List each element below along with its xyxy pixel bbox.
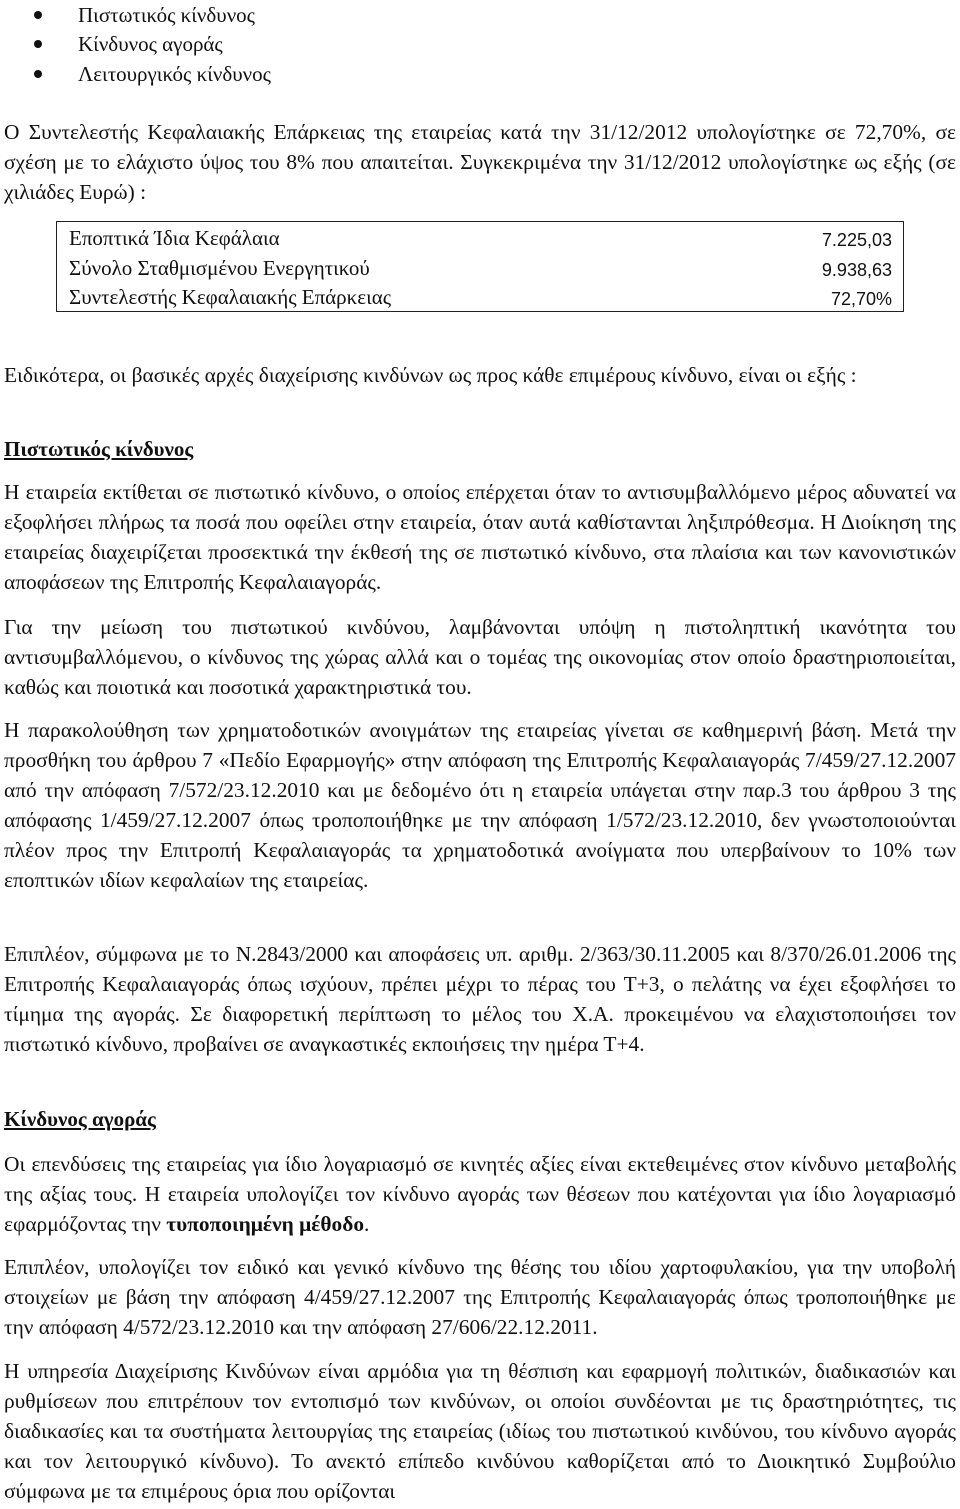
row-label: Συντελεστής Κεφαλαιακής Επάρκειας: [69, 285, 392, 309]
table-row: [57, 283, 902, 312]
bullet-icon: [34, 40, 42, 48]
credit-risk-paragraph: Επιπλέον, σύμφωνα με το Ν.2843/2000 και αποφάσεις υπ. αριθμ. 2/363/30.11.2005 και 8/370/26.01.2006 της Επιτροπής Κεφαλαιαγοράς όπως ισχύουν, πρέπει μέχρι το πέρας του Τ+3, ο πελάτης να έχει εξοφλήσει το τίμημα της αγοράς. Σε διαφορετική περίπτωση το μέλος του Χ.Α. προκειμένου να ελαχιστοποιήσει τον πιστωτικό κίνδυνο, προβαίνει σε αναγκαστικές εκποιήσεις την ημέρα Τ+4.: [4, 942, 956, 1056]
capital-adequacy-table: [56, 221, 904, 312]
row-value: 72,70%: [830, 289, 892, 309]
row-label: Σύνολο Σταθμισμένου Ενεργητικού: [69, 256, 370, 280]
table-row: [57, 254, 902, 283]
market-risk-paragraph: Οι επενδύσεις της εταιρείας για ίδιο λογαριασμό σε κινητές αξίες είναι εκτεθειμένες στον κίνδυνο μεταβολής της αξίας τους. Η εταιρεία υπολογίζει τον κίνδυνο αγοράς των θέσεων που κατέχονται για ίδιο λογαριασμό εφαρμόζοντας την τυποποιημένη μέθοδο.: [4, 1152, 956, 1236]
credit-risk-paragraph: Η εταιρεία εκτίθεται σε πιστωτικό κίνδυνο, ο οποίος επέρχεται όταν το αντισυμβαλλόμενο μέρος αδυνατεί να εξοφλήσει πλήρως τα ποσά που οφείλει στην εταιρεία, όταν αυτά καθίστανται ληξιπρόθεσμα. Η Διοίκηση της εταιρείας διαχειρίζεται προσεκτικά την έκθεσή της σε πιστωτικό κίνδυνο, στα πλαίσια και των κανονιστικών αποφάσεων της Επιτροπής Κεφαλαιαγοράς.: [4, 480, 956, 594]
row-value: 7.225,03: [821, 230, 892, 250]
credit-risk-paragraph: Για την μείωση του πιστωτικού κινδύνου, λαμβάνονται υπόψη η πιστοληπτική ικανότητα του αντισυμβαλλόμενου, ο κίνδυνος της χώρας αλλά και ο τομέας της οικονομίας στον οποίο δραστηριοποιείται, καθώς και ποιοτικά και ποσοτικά χαρακτηριστικά του.: [4, 615, 956, 699]
market-risk-heading: Κίνδυνος αγοράς: [4, 1107, 156, 1131]
capital-adequacy-intro: Ο Συντελεστής Κεφαλαιακής Επάρκειας της εταιρείας κατά την 31/12/2012 υπολογίστηκε σε 72,70%, σε σχέση με το ελάχιστο ύψος του 8% που απαιτείται. Συγκεκριμένα την 31/12/2012 υπολογίστηκε ως εξής (σε χιλιάδες Ευρώ) :: [4, 120, 956, 204]
table-row: [57, 224, 902, 253]
row-value: 9.938,63: [821, 260, 892, 280]
method-name-bold: τυποποιημένη μέθοδο: [166, 1212, 365, 1236]
bullet-icon: [34, 70, 42, 78]
bullet-icon: [34, 11, 42, 19]
document-page: Πιστωτικός κίνδυνος Κίνδυνος αγοράς Λειτουργικός κίνδυνος Ο Συντελεστής Κεφαλαιακής Επάρκειας της εταιρείας κατά την 31/12/2012 υπολογίστηκε σε 72,70%, σε σχέση με το ελάχιστο ύψος του 8% που απαιτείται. Συγκεκριμένα την 31/12/2012 υπολογίστηκε ως εξής (σε χιλιάδες Ευρώ) : Εποπτικά Ίδια Κεφάλαια 7.225,03 Σύνολο Σταθμισμένου Ενεργητικού 9.938,63 Συντελεστής Κεφαλαιακής Επάρκειας 72,70% Ειδικότερα, οι βασικές αρχές διαχείρισης κινδύνων ως προς κάθε επιμέρους κίνδυνο, είναι οι εξής : Πιστωτικός κίνδυνος Η εταιρεία εκτίθεται σε πιστωτικό κίνδυνο, ο οποίος επέρχεται όταν το αντισυμβαλλόμενο μέρος αδυνατεί να εξοφλήσει πλήρως τα ποσά που οφείλει στην εταιρεία, όταν αυτά καθίστανται ληξιπρόθεσμα. Η Διοίκηση της εταιρείας διαχειρίζεται προσεκτικά την έκθεσή της σε πιστωτικό κίνδυνο, στα πλαίσια και των κανονιστικών αποφάσεων της Επιτροπής Κεφαλαιαγοράς. Για την μείωση του πιστωτικού κινδύνου, λαμβάνονται υπόψη η πιστοληπτική ικανότητα του αντισυμβαλλόμενου, ο κίνδυνος της χώρας αλλά και ο τομέας της οικονομίας στον οποίο δραστηριοποιείται, καθώς και ποιοτικά και ποσοτικά χαρακτηριστικά του. Η παρακολούθηση των χρηματοδοτικών ανοιγμάτων της εταιρείας γίνεται σε καθημερινή βάση. Μετά την προσθήκη του άρθρου 7 «Πεδίο Εφαρμογής» στην απόφαση της Επιτροπής Κεφαλαιαγοράς 7/459/27.12.2007 από την απόφαση 7/572/23.12.2010 και με δεδομένο ότι η εταιρεία υπάγεται στην παρ.3 του άρθρου 3 της απόφασης 1/459/27.12.2007 όπως τροποποιήθηκε με την απόφαση 1/572/23.12.2010, δεν γνωστοποιούνται πλέον προς την Επιτροπή Κεφαλαιαγοράς τα χρηματοδοτικά ανοίγματα που υπερβαίνουν το 10% των εποπτικών ιδίων κεφαλαίων της εταιρείας. Επιπλέον, σύμφωνα με το Ν.2843/2000 και αποφάσεις υπ. αριθμ. 2/363/30.11.2005 και 8/370/26.01.2006 της Επιτροπής Κεφαλαιαγοράς όπως ισχύουν, πρέπει μέχρι το πέρας του Τ+3, ο πελάτης να έχει εξοφλήσει το τίμημα της αγοράς. Σε διαφορετική περίπτωση το μέλος του Χ.Α. προκειμένου να ελαχιστοποιήσει τον πιστωτικό κίνδυνο, προβαίνει σε αναγκαστικές εκποιήσεις την ημέρα Τ+4. Κίνδυνος αγοράς Οι επενδύσεις της εταιρείας για ίδιο λογαριασμό σε κινητές αξίες είναι εκτεθειμένες στον κίνδυνο μεταβολής της αξίας τους. Η εταιρεία υπολογίζει τον κίνδυνο αγοράς των θέσεων που κατέχονται για ίδιο λογαριασμό εφαρμόζοντας την τυποποιημένη μέθοδο. Επιπλέον, υπολογίζει τον ειδικό και γενικό κίνδυνο της θέσης του ιδίου χαρτοφυλακίου, για την υποβολή στοιχείων με βάση την απόφαση 4/459/27.12.2007 της Επιτροπής Κεφαλαιαγοράς όπως τροποποιήθηκε με την απόφαση 4/572/23.12.2010 και την απόφαση 27/606/22.12.2011. Η υπηρεσία Διαχείρισης Κινδύνων είναι αρμόδια για τη θέσπιση και εφαρμογή πολιτικών, διαδικασιών και ρυθμίσεων που επιτρέπουν τον εντοπισμό των κινδύνων, οι οποίοι συνδέονται με τις δραστηριότητες, τις διαδικασίες και τα συστήματα λειτουργίας της εταιρείας (ιδίως του πιστωτικού κινδύνου, του κίνδυνο αγοράς και τον λειτουργικό κίνδυνο). Το ανεκτό επίπεδο κινδύνου καθορίζεται από το Διοικητικό Συμβούλιο σύμφωνα με τα επιμέρους όρια που ορίζονται: [0, 0, 960, 1509]
credit-risk-paragraph: Η παρακολούθηση των χρηματοδοτικών ανοιγμάτων της εταιρείας γίνεται σε καθημερινή βάση. Μετά την προσθήκη του άρθρου 7 «Πεδίο Εφαρμογής» στην απόφαση της Επιτροπής Κεφαλαιαγοράς 7/459/27.12.2007 από την απόφαση 7/572/23.12.2010 και με δεδομένο ότι η εταιρεία υπάγεται στην παρ.3 του άρθρου 3 της απόφασης 1/459/27.12.2007 όπως τροποποιήθηκε με την απόφαση 1/572/23.12.2010, δεν γνωστοποιούνται πλέον προς την Επιτροπή Κεφαλαιαγοράς τα χρηματοδοτικά ανοίγματα που υπερβαίνουν το 10% των εποπτικών ιδίων κεφαλαίων της εταιρείας.: [4, 718, 956, 892]
principles-intro: Ειδικότερα, οι βασικές αρχές διαχείρισης κινδύνων ως προς κάθε επιμέρους κίνδυνο, είναι οι εξής :: [4, 363, 857, 387]
credit-risk-heading: Πιστωτικός κίνδυνος: [4, 437, 194, 461]
market-risk-paragraph: Επιπλέον, υπολογίζει τον ειδικό και γενικό κίνδυνο της θέσης του ιδίου χαρτοφυλακίου, για την υποβολή στοιχείων με βάση την απόφαση 4/459/27.12.2007 της Επιτροπής Κεφαλαιαγοράς όπως τροποποιήθηκε με την απόφαση 4/572/23.12.2010 και την απόφαση 27/606/22.12.2011.: [4, 1255, 956, 1339]
market-risk-paragraph: Η υπηρεσία Διαχείρισης Κινδύνων είναι αρμόδια για τη θέσπιση και εφαρμογή πολιτικών, διαδικασιών και ρυθμίσεων που επιτρέπουν τον εντοπισμό των κινδύνων, οι οποίοι συνδέονται με τις δραστηριότητες, τις διαδικασίες και τα συστήματα λειτουργίας της εταιρείας (ιδίως του πιστωτικού κινδύνου, του κίνδυνο αγοράς και τον λειτουργικό κίνδυνο). Το ανεκτό επίπεδο κινδύνου καθορίζεται από το Διοικητικό Συμβούλιο σύμφωνα με τα επιμέρους όρια που ορίζονται: [4, 1359, 956, 1503]
row-label: Εποπτικά Ίδια Κεφάλαια: [69, 226, 280, 250]
